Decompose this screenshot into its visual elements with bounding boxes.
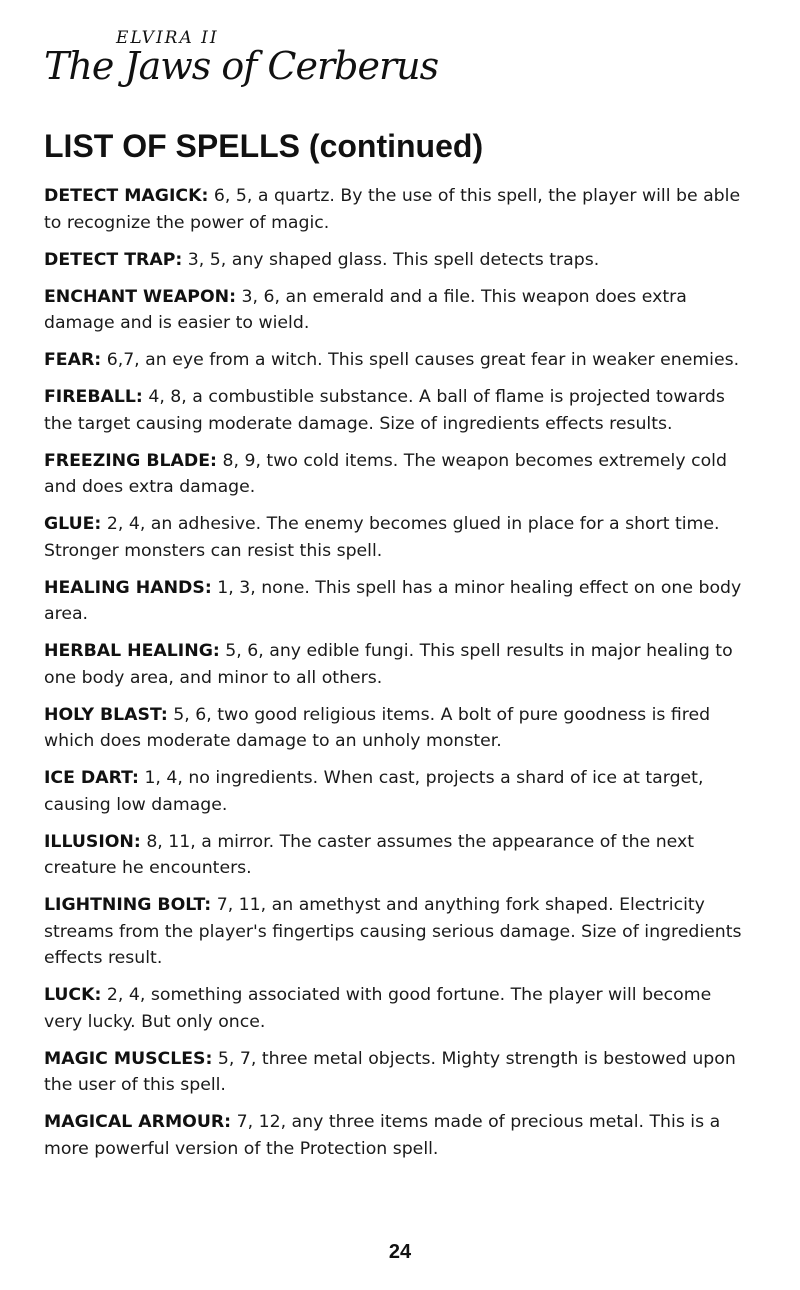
spell-entry (44, 247, 744, 274)
spell-description: 5, 6, any edible fungi. This spell results in major healing to one body area, and minor to all others. (44, 641, 733, 688)
spell-entry (44, 638, 744, 691)
spell-name: ICE DART: (44, 768, 139, 788)
spell-entry (44, 183, 744, 236)
spell-entry (44, 982, 744, 1035)
spell-name: HERBAL HEALING: (44, 641, 220, 661)
spell-entry (44, 448, 744, 501)
spell-description: 6, 5, a quartz. By the use of this spell, the player will be able to recognize the power of magic. (44, 186, 741, 233)
spell-name: FIREBALL: (44, 387, 143, 407)
spell-name: DETECT TRAP: (44, 249, 183, 270)
spell-entry (44, 1109, 744, 1162)
spell-name: LIGHTNING BOLT: (44, 895, 212, 915)
spell-entry (44, 702, 744, 755)
spell-description: 2, 4, something associated with good fortune. The player will become very lucky. But only once. (44, 985, 712, 1032)
spell-description: 6,7, an eye from a witch. This spell causes great fear in weaker enemies. (106, 350, 740, 370)
spell-list (44, 183, 744, 1173)
spell-description: 7, 12, any three items made of precious metal. This is a more powerful version of the Protection spell. (44, 1112, 721, 1159)
spell-entry (44, 384, 744, 437)
page-number: 24 (388, 1241, 412, 1263)
page-title: LIST OF SPELLS (continued) (44, 128, 484, 164)
spell-name: HEALING HANDS: (44, 577, 212, 598)
spell-description: 8, 11, a mirror. The caster assumes the appearance of the next creature he encounters. (44, 831, 695, 878)
spell-entry (44, 829, 744, 882)
logo-series-title: ELVIRA II (116, 28, 219, 48)
logo-game-subtitle: The Jaws of Cerberus (44, 44, 439, 88)
spell-description: 8, 9, two cold items. The weapon becomes extremely cold and does extra damage. (44, 450, 727, 497)
spell-entry (44, 1046, 744, 1099)
spell-description: 3, 6, an emerald and a file. This weapon does extra damage and is easier to wield. (44, 286, 687, 333)
spell-entry (44, 347, 744, 374)
spell-description: 7, 11, an amethyst and anything fork shaped. Electricity streams from the player's fingertips causing serious damage. Size of ingredients effects result. (44, 895, 742, 968)
spell-name: FREEZING BLADE: (44, 450, 217, 471)
spell-name: ENCHANT WEAPON: (44, 286, 237, 307)
spell-name: DETECT MAGICK: (44, 186, 209, 206)
spell-description: 1, 4, no ingredients. When cast, projects a shard of ice at target, causing low damage. (44, 768, 704, 815)
spell-entry (44, 511, 744, 564)
spell-name: FEAR: (44, 350, 102, 370)
spell-description: 3, 5, any shaped glass. This spell detects traps. (187, 249, 600, 270)
spell-name: MAGIC MUSCLES: (44, 1048, 213, 1069)
spell-entry (44, 284, 744, 337)
game-logo (44, 26, 439, 96)
spell-entry (44, 892, 744, 972)
spell-description: 2, 4, an adhesive. The enemy becomes glued in place for a short time. Stronger monsters can resist this spell. (44, 514, 720, 561)
spell-description: 5, 6, two good religious items. A bolt of pure goodness is fired which does moderate damage to an unholy monster. (44, 704, 711, 751)
spell-name: ILLUSION: (44, 831, 141, 852)
spell-name: LUCK: (44, 985, 102, 1005)
spell-name: HOLY BLAST: (44, 704, 168, 725)
spell-entry (44, 765, 744, 818)
spell-description: 5, 7, three metal objects. Mighty strength is bestowed upon the user of this spell. (44, 1048, 736, 1095)
spell-description: 4, 8, a combustible substance. A ball of flame is projected towards the target causing moderate damage. Size of ingredients effects results. (44, 387, 725, 434)
spell-description: 1, 3, none. This spell has a minor healing effect on one body area. (44, 577, 742, 624)
spell-name: GLUE: (44, 514, 102, 534)
spell-name: MAGICAL ARMOUR: (44, 1112, 232, 1132)
spell-entry (44, 575, 744, 628)
